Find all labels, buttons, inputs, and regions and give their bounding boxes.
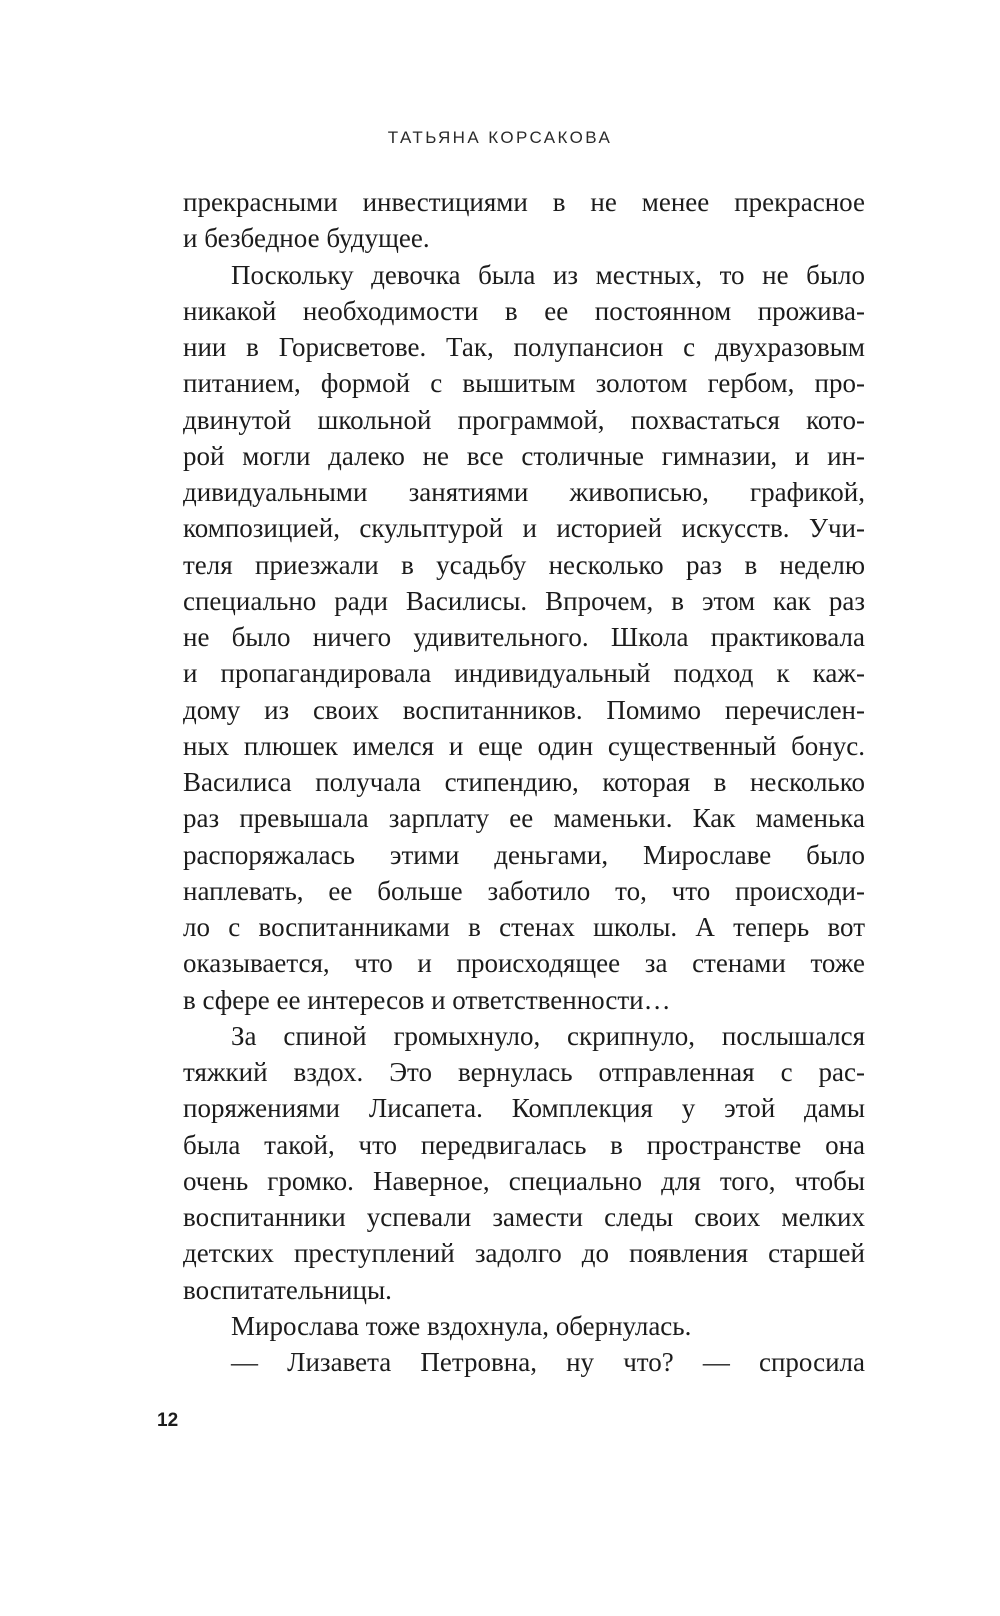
text-line: Поскольку девочка была из местных, то не было <box>231 259 865 290</box>
text-line: и пропагандировала индивидуальный подход к каж- <box>183 658 865 689</box>
text-line: не было ничего удивительного. Школа практиковала <box>183 622 865 652</box>
text-line: композицией, скульптурой и историей искусств. Учи- <box>183 513 865 544</box>
text-line: была такой, что передвигалась в пространстве она <box>183 1129 865 1160</box>
text-line: в сфере ее интересов и ответственности… <box>183 984 671 1015</box>
text-line: воспитательницы. <box>183 1274 392 1305</box>
text-line: детских преступлений задолго до появления старшей <box>183 1238 865 1269</box>
text-line: За спиной громыхнуло, скрипнуло, послышался <box>231 1020 865 1051</box>
text-line: питанием, формой с вышитым золотом гербом, про- <box>183 368 865 399</box>
text-line: рой могли далеко не все столичные гимназии, и ин- <box>183 440 865 471</box>
text-line: нии в Горисветове. Так, полупансион с двухразовым <box>183 332 865 362</box>
text-line: специально ради Василисы. Впрочем, в этом как раз <box>183 585 865 616</box>
text-line: поряжениями Лисапета. Комплекция у этой дамы <box>183 1093 865 1124</box>
text-line: двинутой школьной программой, похвастаться кото- <box>183 404 865 435</box>
page-number: 12 <box>157 1410 179 1431</box>
body-text <box>183 184 865 1380</box>
text-line: и безбедное будущее. <box>183 223 430 254</box>
text-line: прекрасными инвестициями в не менее прекрасное <box>183 187 865 217</box>
text-line: тяжкий вздох. Это вернулась отправленная с рас- <box>183 1057 865 1087</box>
text-line: оказывается, что и происходящее за стенами тоже <box>183 948 865 979</box>
text-line: никакой необходимости в ее постоянном прожива- <box>183 295 865 326</box>
text-line: дивидуальными занятиями живописью, графикой, <box>183 477 865 507</box>
text-line: — Лизавета Петровна, ну что? — спросила <box>231 1347 865 1377</box>
text-line: воспитанники успевали замести следы своих мелких <box>183 1202 865 1232</box>
text-line: Мирослава тоже вздохнула, обернулась. <box>231 1310 692 1341</box>
text-line: раз превышала зарплату ее маменьки. Как маменька <box>183 803 865 834</box>
running-head: ТАТЬЯНА КОРСАКОВА <box>387 128 613 147</box>
text-line: ных плюшек имелся и еще один существенный бонус. <box>183 730 865 761</box>
text-line: очень громко. Наверное, специально для того, чтобы <box>183 1165 865 1196</box>
text-line: Василиса получала стипендию, которая в несколько <box>183 767 865 797</box>
text-line: распоряжалась этими деньгами, Мирославе было <box>183 839 865 870</box>
text-line: дому из своих воспитанников. Помимо перечислен- <box>183 694 865 725</box>
text-line: теля приезжали в усадьбу несколько раз в неделю <box>183 549 865 580</box>
text-line: ло с воспитанниками в стенах школы. А теперь вот <box>183 912 865 942</box>
text-line: наплевать, ее больше заботило то, что происходи- <box>183 875 865 906</box>
